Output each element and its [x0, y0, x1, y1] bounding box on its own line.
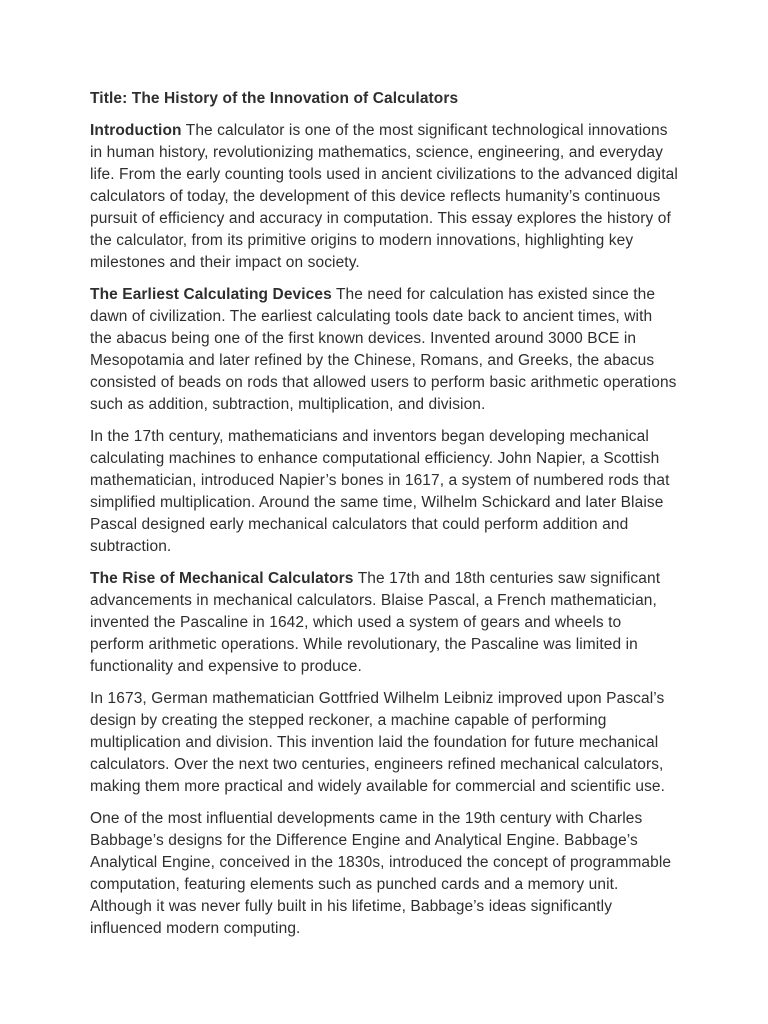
document-title: Title: The History of the Innovation of Calculators [90, 90, 459, 107]
paragraph-text: The need for calculation has existed since the dawn of civilization. The earliest calculating tools date back to ancient times, with the abacus being one of the first known devices. Invented around 3000 BCE in Mesopotamia and later refined by the Chinese, Romans, and Greeks, the abacus consisted of beads on rods that allowed users to perform basic arithmetic operations such as addition, subtraction, multiplication, and division. [90, 286, 677, 413]
paragraph-lead: Introduction [90, 122, 182, 139]
paragraph-text: In 1673, German mathematician Gottfried Wilhelm Leibniz improved upon Pascal’s design by creating the stepped reckoner, a machine capable of performing multiplication and division. This invention laid the foundation for future mechanical calculators. Over the next two centuries, engineers refined mechanical calculators, making them more practical and widely available for commercial and scientific use. [90, 690, 666, 795]
paragraph [90, 284, 678, 416]
paragraph [90, 808, 678, 940]
paragraph [90, 120, 678, 274]
paragraph-text: The 17th and 18th centuries saw significant advancements in mechanical calculators. Blaise Pascal, a French mathematician, invented the Pascaline in 1642, which used a system of gears and wheels to perform arithmetic operations. While revolutionary, the Pascaline was limited in functionality and expensive to produce. [90, 570, 661, 675]
paragraph-text: The calculator is one of the most significant technological innovations in human history, revolutionizing mathematics, science, engineering, and everyday life. From the early counting tools used in ancient civilizations to the advanced digital calculators of today, the development of this device reflects humanity’s continuous pursuit of efficiency and accuracy in computation. This essay explores the history of the calculator, from its primitive origins to modern innovations, highlighting key milestones and their impact on society. [90, 122, 678, 271]
paragraph-text: In the 17th century, mathematicians and inventors began developing mechanical calculating machines to enhance computational efficiency. John Napier, a Scottish mathematician, introduced Napier’s bones in 1617, a system of numbered rods that simplified multiplication. Around the same time, Wilhelm Schickard and later Blaise Pascal designed early mechanical calculators that could perform addition and subtraction. [90, 428, 670, 555]
paragraph-lead: The Earliest Calculating Devices [90, 286, 332, 303]
paragraph [90, 688, 678, 798]
paragraph-text: One of the most influential developments came in the 19th century with Charles Babbage’s designs for the Difference Engine and Analytical Engine. Babbage’s Analytical Engine, conceived in the 1830s, introduced the concept of programmable computation, featuring elements such as punched cards and a memory unit. Although it was never fully built in his lifetime, Babbage’s ideas significantly influenced modern computing. [90, 810, 672, 937]
paragraph [90, 426, 678, 558]
paragraph-lead: The Rise of Mechanical Calculators [90, 570, 354, 587]
paragraph [90, 568, 678, 678]
